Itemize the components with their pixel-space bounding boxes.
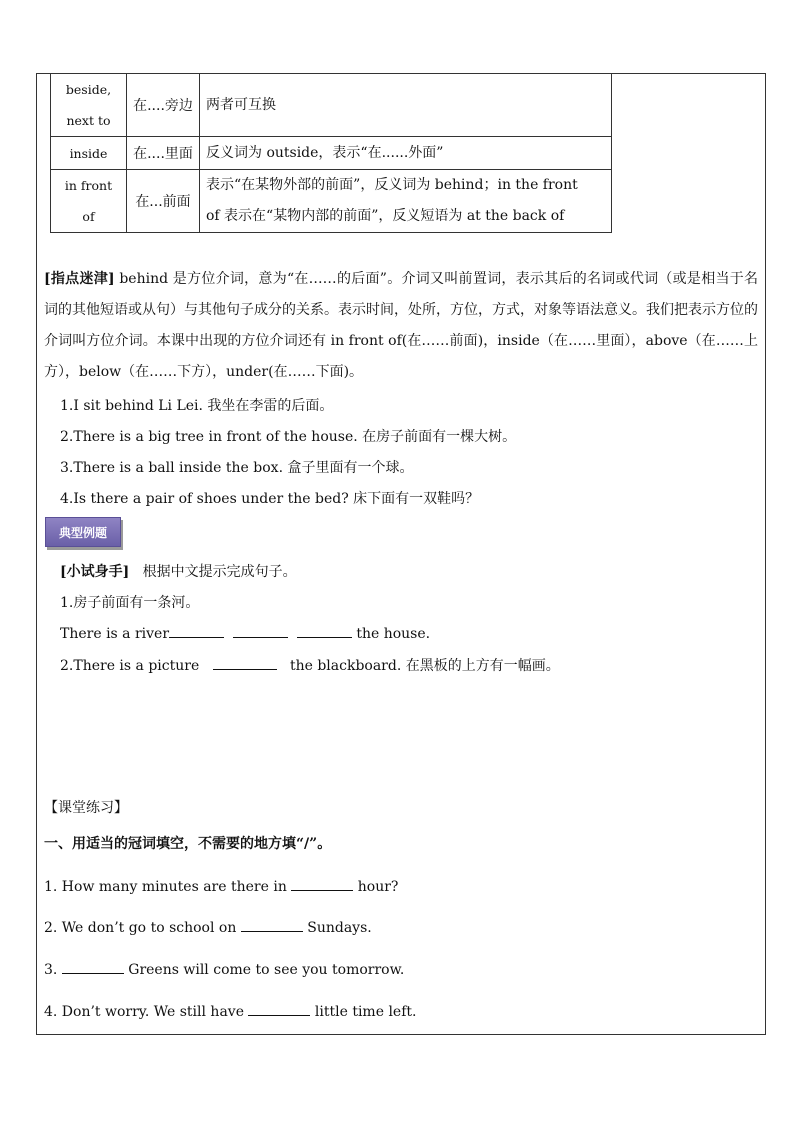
- practice-q1: [60, 623, 430, 642]
- section-title: 一、用适当的冠词填空，不需要的地方填“/”。: [44, 836, 332, 852]
- word-text: beside,: [65, 82, 112, 97]
- question-text: the blackboard. 在黑板的上方有一幅画。: [289, 658, 560, 674]
- vocab-table: [50, 73, 612, 233]
- tips-paragraph: [44, 264, 758, 388]
- question-text: 1. How many minutes are there in: [44, 879, 287, 895]
- exercise-q2: [44, 917, 372, 936]
- question-text: little time left.: [314, 1004, 417, 1020]
- question-text: 4. Don’t worry. We still have: [44, 1004, 244, 1020]
- practice-instruction: 根据中文提示完成句子。: [142, 564, 297, 580]
- meaning-cell: 在....里面: [127, 137, 200, 170]
- meaning-cell: 在....旁边: [127, 74, 200, 137]
- meaning-cell: 在...前面: [127, 170, 200, 233]
- note-text: 表示“在某物外部的前面”，反义词为 behind；in the front: [206, 177, 578, 193]
- question-text: Sundays.: [307, 920, 372, 936]
- tips-label: [指点迷津]: [44, 271, 115, 287]
- question-text: hour?: [357, 879, 399, 895]
- note-cell: [200, 170, 612, 233]
- tips-text: behind 是方位介词，意为“在……的后面”。介词又叫前置词，表示其后的名词或代词（或是相当于名词的其他短语或从句）与其他句子成分的关系。表示时间，处所，方位，方式，对象等语法意义。我们把表示方位的介词叫方位介词。本课中出现的方位介词还有 in front of(在……前面)，inside（在……里面），above（在……上方），below（在……下方），under(在……下面)。: [44, 271, 759, 380]
- practice-label: [小试身手]: [60, 564, 130, 580]
- question-text: 2. We don’t go to school on: [44, 920, 237, 936]
- table-row: [51, 74, 612, 137]
- note-cell: 两者可互换: [200, 74, 612, 137]
- question-text: There is a river: [60, 626, 170, 642]
- practice-instruction-line: [60, 561, 297, 581]
- answer-blank[interactable]: [169, 623, 224, 638]
- question-text: 3.: [44, 962, 58, 978]
- example-1: 1.I sit behind Li Lei. 我坐在李雷的后面。: [60, 398, 334, 414]
- table-row: [51, 170, 612, 233]
- exercise-q3: [44, 959, 404, 978]
- word-text: next to: [66, 113, 111, 128]
- answer-blank[interactable]: [213, 655, 277, 670]
- word-cell: [51, 170, 127, 233]
- exercise-q4: [44, 1001, 416, 1020]
- practice-q2: [60, 655, 560, 675]
- question-text: 2.There is a picture: [60, 658, 200, 674]
- question-text: Greens will come to see you tomorrow.: [128, 962, 405, 978]
- exercise-q1: [44, 876, 398, 895]
- word-text: of: [82, 209, 95, 224]
- table-row: [51, 137, 612, 170]
- note-text: of 表示在“某物内部的前面”，反义短语为 at the back of: [206, 208, 565, 224]
- answer-blank[interactable]: [248, 1001, 310, 1016]
- answer-blank[interactable]: [291, 876, 353, 891]
- word-cell: [51, 74, 127, 137]
- typical-example-badge: 典型例题: [45, 517, 121, 547]
- question-text: the house.: [356, 626, 431, 642]
- word-text: in front: [64, 178, 113, 193]
- answer-blank[interactable]: [241, 917, 303, 932]
- practice-q1-cn: 1.房子前面有一条河。: [60, 595, 200, 611]
- word-cell: inside: [51, 137, 127, 170]
- classroom-heading: 【课堂练习】: [44, 800, 128, 816]
- answer-blank[interactable]: [233, 623, 288, 638]
- example-2: 2.There is a big tree in front of the house. 在房子前面有一棵大树。: [60, 429, 517, 445]
- answer-blank[interactable]: [297, 623, 352, 638]
- example-4: 4.Is there a pair of shoes under the bed? 床下面有一双鞋吗？: [60, 491, 480, 507]
- answer-blank[interactable]: [62, 959, 124, 974]
- note-cell: 反义词为 outside，表示“在......外面”: [200, 137, 612, 170]
- example-3: 3.There is a ball inside the box. 盒子里面有一个球。: [60, 460, 414, 476]
